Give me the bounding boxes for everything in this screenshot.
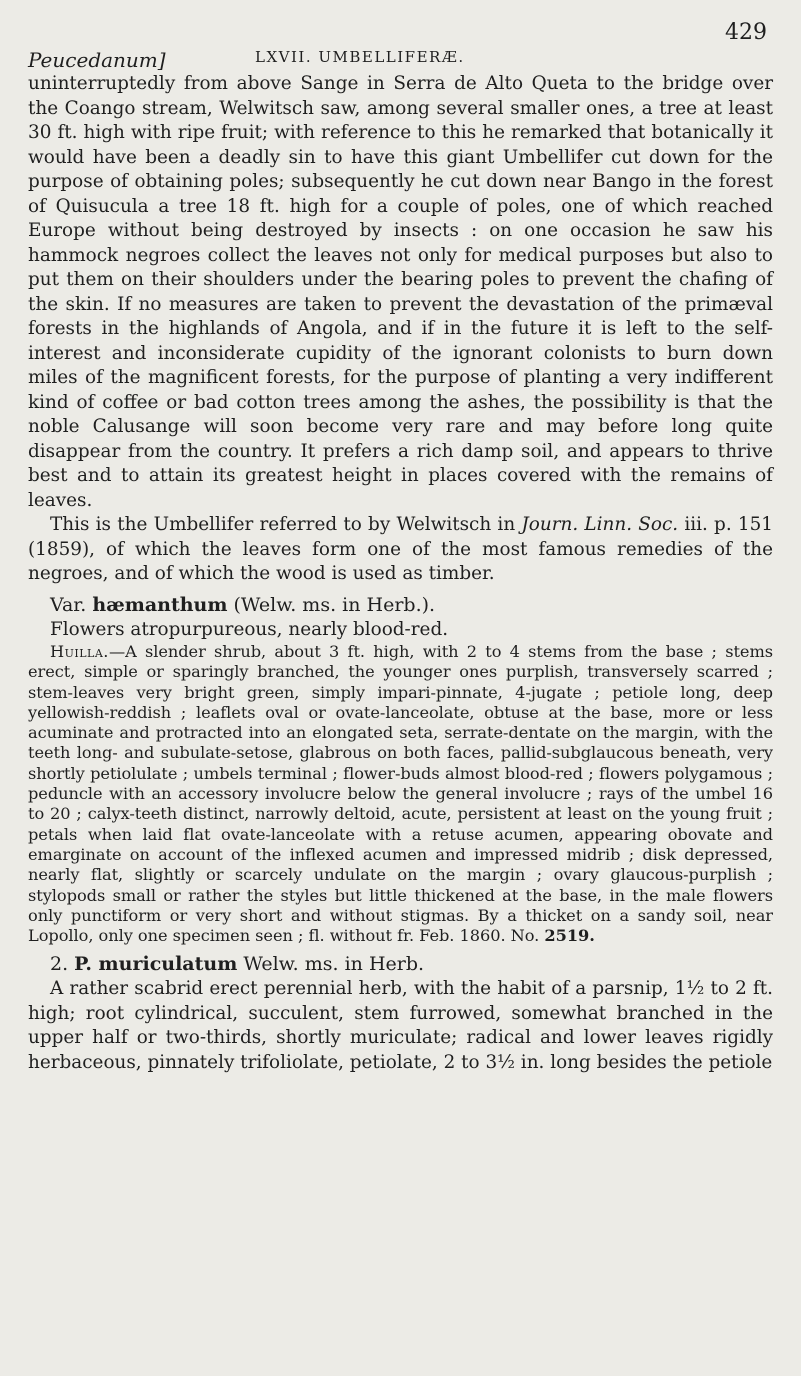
paragraph-reference [28,513,773,587]
species-genus-abbr: P. [74,953,92,976]
specimen-number: 2519. [544,926,595,946]
locality-huilla: Huilla. [50,642,109,661]
variety-prefix: Var. [50,593,93,616]
running-head-genus: Peucedanum] [28,48,166,72]
body-text [28,72,773,1075]
reference-text-start: This is the Umbellifer referred to by Welwitsch in [50,514,522,535]
species-authority: Welw. ms. in Herb. [237,953,425,976]
species-number: 2. [50,953,75,976]
variety-heading [50,592,773,618]
running-head [28,18,773,72]
huilla-description [28,642,773,946]
paragraph-calusange: uninterruptedly from above Sange in Serra de Alto Queta to the bridge over the Coango stream, Welwitsch saw, among several smaller ones, a tree at least 30 ft. high with ripe fruit; with reference to this he remarked that botanically it would have been a deadly sin to have this giant Umbellifer cut down for the purpose of obtaining poles; subsequently he cut down near Bango in the forest of Quisucula a tree 18 ft. high for a couple of poles, one of which reached Europe without being destroyed by insects : on one occasion he saw his hammock negroes collect the leaves not only for medical purposes but also to put them on their shoulders under the bearing poles to prevent the chafing of the skin. If no measures are taken to prevent the devastation of the primæval forests in the highlands of Angola, and if in the future it is left to the self-interest and inconsiderate cupidity of the ignorant colonists to burn down miles of the magnificent forests, for the purpose of planting a very indifferent kind of coffee or bad cotton trees among the ashes, the possibility is that the noble Calusange will soon become very rare and may before long quite disappear from the country. It prefers a rich damp soil, and appears to thrive best and to attain its greatest height in places covered with the remains of leaves. [28,73,773,511]
reference-text-end: iii. p. 151 (1859), of which the leaves form one of the most famous remedies of the negroes, and of which the wood is used as timber. [28,514,774,584]
journal-reference: Journ. Linn. Soc. [521,514,679,535]
variety-flowers: Flowers atropurpureous, nearly blood-red. [50,618,449,640]
variety-authority: (Welw. ms. in Herb.). [227,593,436,616]
species-name: muriculatum [91,953,238,976]
huilla-text: —A slender shrub, about 3 ft. high, with 2 to 4 stems from the base ; stems erect, simple or sparingly branched, the younger ones purplish, transversely scarred ; stem-leaves very bright green, simply impari-pinnate, 4-jugate ; petiole long, deep yellowish-reddish ; leaflets oval or ovate-lanceolate, obtuse at the base, more or less acuminate and protracted into an elongated seta, serrate-dentate on the margin, with the teeth long- and subulate-setose, glabrous on both faces, pallid-subglaucous beneath, very shortly petiolulate ; umbels terminal ; flower-buds almost blood-red ; flowers polygamous ; peduncle with an accessory involucre below the general involucre ; rays of the umbel 16 to 20 ; calyx-teeth distinct, narrowly deltoid, acute, persistent at least on the young fruit ; petals when laid flat ovate-lanceolate with a retuse acumen, appearing obovate and emarginate on account of the inflexed acumen and impressed midrib ; disk depressed, nearly flat, slightly or scarcely undulate on the margin ; ovary glaucous-purplish ; stylopods small or rather the styles but little thickened at the base, in the male flowers only punctiform or very short and without stigmas. By a thicket on a sandy soil, near Lopollo, only one specimen seen ; fl. without fr. Feb. 1860. No. [28,642,773,946]
species-description: A rather scabrid erect perennial herb, with the habit of a parsnip, 1½ to 2 ft. high; root cylindrical, succulent, stem furrowed, somewhat branched in the upper half or two-thirds, shortly muriculate; radical and lower leaves rigidly herbaceous, pinnately trifoliolate, petiolate, 2 to 3½ in. long besides the petiole [28,978,773,1073]
page-number: 429 [725,20,767,45]
variety-name: hæmanthum [92,593,228,616]
species-heading [50,951,773,977]
running-head-family: LXVII. UMBELLIFERÆ. [255,48,465,66]
